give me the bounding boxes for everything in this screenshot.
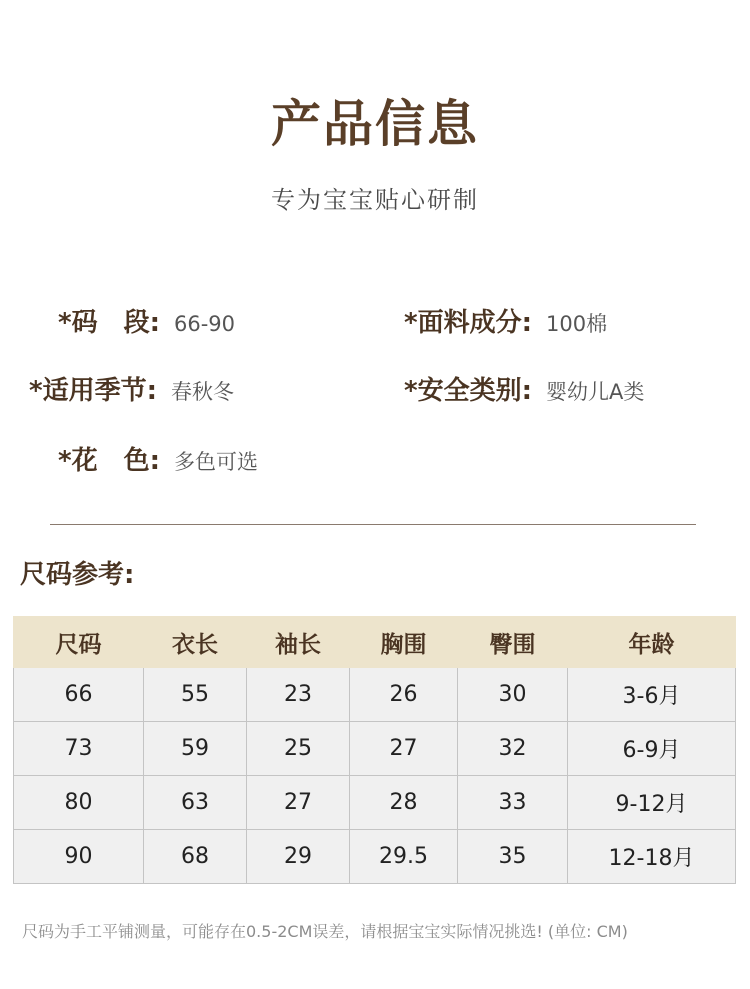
cell-hip: 30 <box>458 668 568 722</box>
table-row <box>14 830 736 884</box>
cell-hip: 32 <box>458 722 568 776</box>
cell-sleeve: 25 <box>247 722 350 776</box>
cell-chest: 28 <box>350 776 458 830</box>
cell-length: 63 <box>144 776 247 830</box>
spec-season <box>29 370 234 407</box>
cell-sleeve: 29 <box>247 830 350 884</box>
cell-age: 3-6月 <box>568 668 736 722</box>
cell-chest: 27 <box>350 722 458 776</box>
spec-color-label: *花 色: <box>58 446 160 476</box>
spec-size-range <box>58 302 235 339</box>
spec-safety-label: *安全类别: <box>404 376 532 406</box>
header-length: 衣长 <box>144 617 247 668</box>
header-chest: 胸围 <box>350 617 458 668</box>
cell-length: 68 <box>144 830 247 884</box>
cell-length: 59 <box>144 722 247 776</box>
cell-hip: 33 <box>458 776 568 830</box>
cell-sleeve: 23 <box>247 668 350 722</box>
cell-size: 66 <box>14 668 144 722</box>
cell-hip: 35 <box>458 830 568 884</box>
spec-color-value: 多色可选 <box>174 450 258 474</box>
header-sleeve: 袖长 <box>247 617 350 668</box>
spec-fabric-value: 100棉 <box>546 312 608 336</box>
page-title: 产品信息 <box>271 95 479 153</box>
table-row <box>14 776 736 830</box>
divider <box>50 524 696 525</box>
header-hip: 臀围 <box>458 617 568 668</box>
size-table-header-row <box>14 617 736 668</box>
spec-season-label: *适用季节: <box>29 376 157 406</box>
table-row <box>14 668 736 722</box>
cell-size: 90 <box>14 830 144 884</box>
spec-fabric-label: *面料成分: <box>404 308 532 338</box>
cell-sleeve: 27 <box>247 776 350 830</box>
cell-size: 73 <box>14 722 144 776</box>
cell-length: 55 <box>144 668 247 722</box>
spec-safety <box>404 370 644 407</box>
spec-size-range-label: *码 段: <box>58 308 160 338</box>
spec-fabric <box>404 302 607 339</box>
cell-chest: 26 <box>350 668 458 722</box>
spec-season-value: 春秋冬 <box>171 380 234 404</box>
cell-chest: 29.5 <box>350 830 458 884</box>
cell-age: 6-9月 <box>568 722 736 776</box>
cell-age: 9-12月 <box>568 776 736 830</box>
spec-safety-value: 婴幼儿A类 <box>546 380 645 404</box>
table-row <box>14 722 736 776</box>
cell-age: 12-18月 <box>568 830 736 884</box>
header-size: 尺码 <box>14 617 144 668</box>
size-table <box>13 616 736 884</box>
cell-size: 80 <box>14 776 144 830</box>
header-age: 年龄 <box>568 617 736 668</box>
measurement-note: 尺码为手工平铺测量，可能存在0.5-2CM误差，请根据宝宝实际情况挑选! (单位: CM) <box>22 922 628 941</box>
page-subtitle: 专为宝宝贴心研制 <box>271 186 479 214</box>
size-reference-title: 尺码参考: <box>20 560 135 590</box>
spec-color <box>58 440 258 477</box>
spec-size-range-value: 66-90 <box>174 312 236 336</box>
